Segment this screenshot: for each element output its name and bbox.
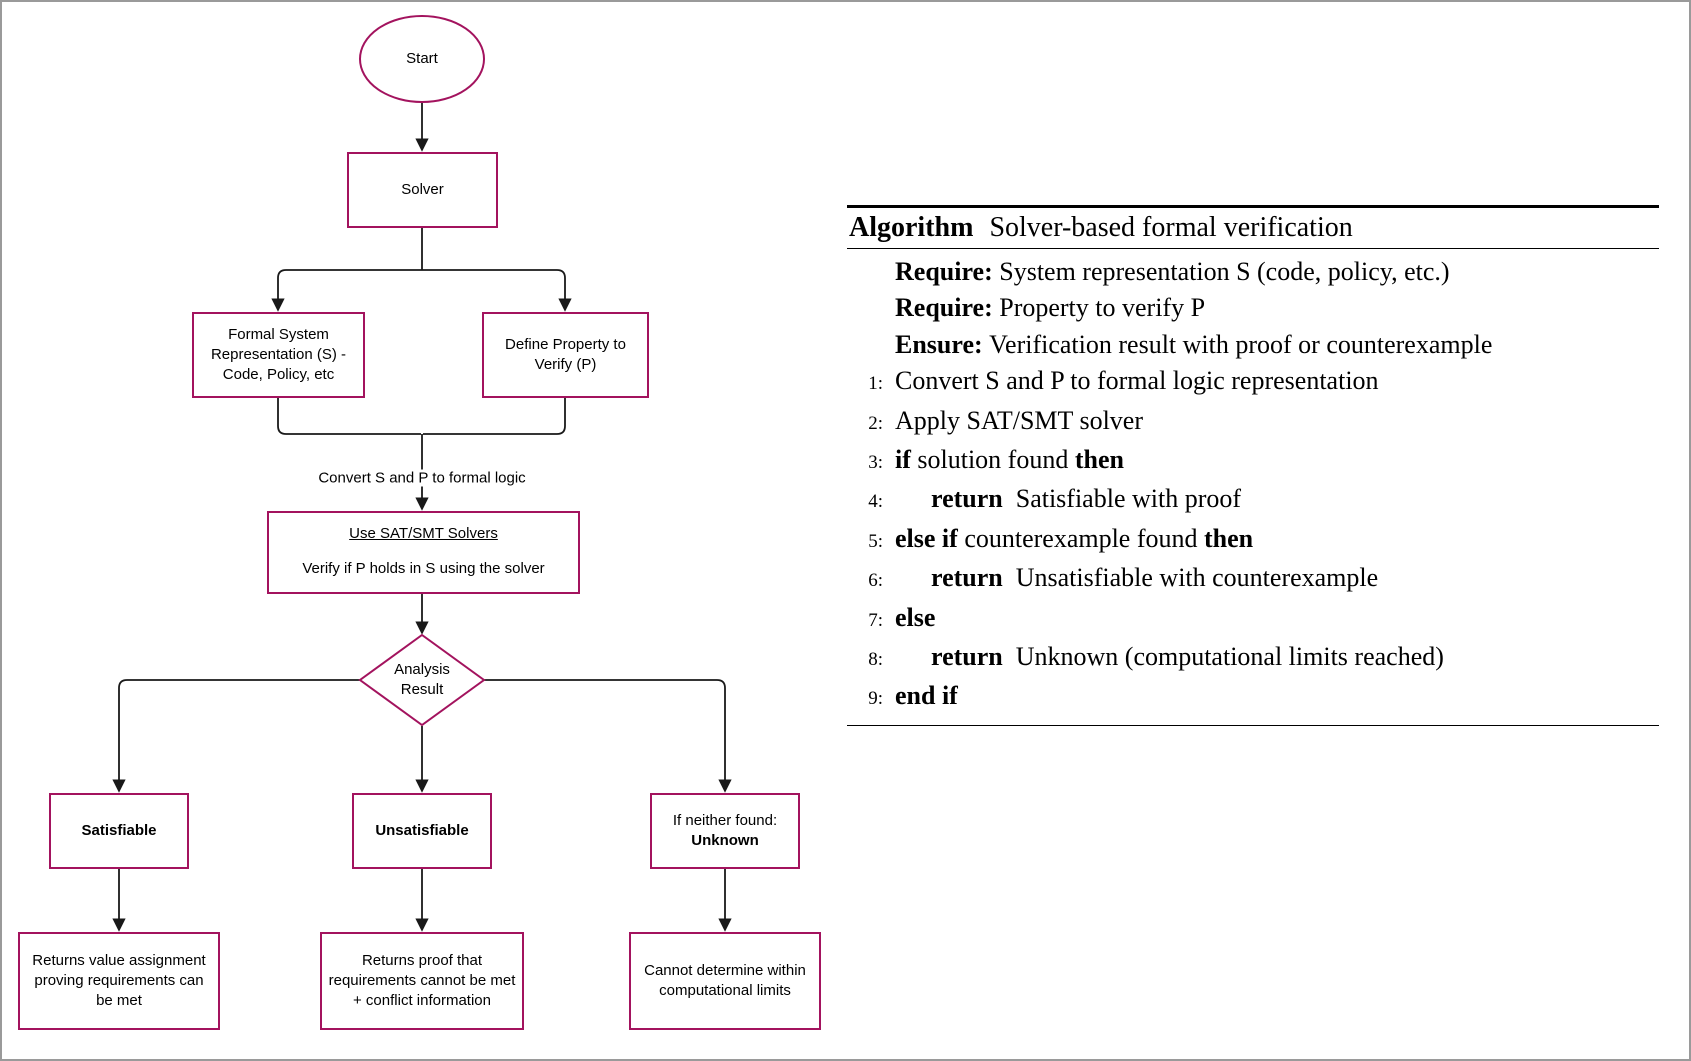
algorithm-bottom-rule	[847, 725, 1659, 726]
unknown-prefix: If neither found:	[672, 812, 778, 830]
unknown-result-node	[629, 932, 821, 1030]
unsatisfiable-node	[352, 793, 492, 869]
convert-edge-label: Convert S and P to formal logic	[313, 470, 530, 487]
algorithm-lines	[847, 249, 1659, 725]
unknown-result-label: Cannot determine within computational limits	[644, 962, 806, 999]
algorithm-block	[847, 205, 1659, 726]
unsatisfiable-label: Unsatisfiable	[375, 822, 469, 840]
sat-smt-title: Use SAT/SMT Solvers	[349, 525, 498, 542]
unsatisfiable-result-node	[320, 932, 524, 1030]
algorithm-line: 4: return Satisfiable with proof	[868, 484, 1242, 514]
algorithm-line: 1: Convert S and P to formal logic representation	[868, 366, 1379, 396]
algorithm-line: 8: return Unknown (computational limits reached)	[868, 642, 1444, 672]
start-node	[360, 16, 484, 102]
define-property-label: Define Property to Verify (P)	[505, 336, 626, 373]
sat-smt-body: Verify if P holds in S using the solver	[302, 560, 545, 578]
algorithm-keyword: Algorithm	[849, 212, 974, 243]
unsatisfiable-result-label: Returns proof that requirements cannot be met + conflict information	[328, 952, 516, 1009]
algorithm-line: 3: if solution found then	[868, 445, 1124, 475]
satisfiable-label: Satisfiable	[81, 822, 157, 840]
unknown-node	[650, 793, 800, 869]
algorithm-line: 9: end if	[868, 681, 958, 711]
solver-label: Solver	[401, 181, 444, 199]
satisfiable-node	[49, 793, 189, 869]
algorithm-title: Solver-based formal verification	[989, 212, 1353, 243]
start-label: Start	[406, 50, 438, 68]
algorithm-line: Require: System representation S (code, policy, etc.)	[895, 257, 1450, 286]
decision-label-line1: Analysis	[394, 661, 450, 679]
satisfiable-result-node	[18, 932, 220, 1030]
formal-system-node	[192, 312, 365, 398]
algorithm-line: Ensure: Verification result with proof or counterexample	[895, 329, 1493, 359]
define-property-node	[482, 312, 649, 398]
algorithm-line: 5: else if counterexample found then	[868, 523, 1254, 553]
decision-label-line2: Result	[400, 681, 444, 698]
formal-system-label: Formal System Representation (S) - Code, Policy, etc	[210, 326, 347, 383]
decision-node	[360, 635, 484, 725]
algorithm-title-row	[847, 208, 1659, 248]
algorithm-line: 2: Apply SAT/SMT solver	[868, 405, 1143, 435]
algorithm-line: 6: return Unsatisfiable with counterexample	[868, 563, 1379, 593]
sat-smt-solver-node	[267, 511, 580, 594]
algorithm-line: 7: else	[868, 602, 936, 632]
algorithm-line: Require: Property to verify P	[895, 293, 1206, 323]
unknown-label: Unknown	[691, 832, 759, 849]
satisfiable-result-label: Returns value assignment proving requirements can be met	[32, 952, 206, 1009]
solver-node	[347, 152, 498, 228]
